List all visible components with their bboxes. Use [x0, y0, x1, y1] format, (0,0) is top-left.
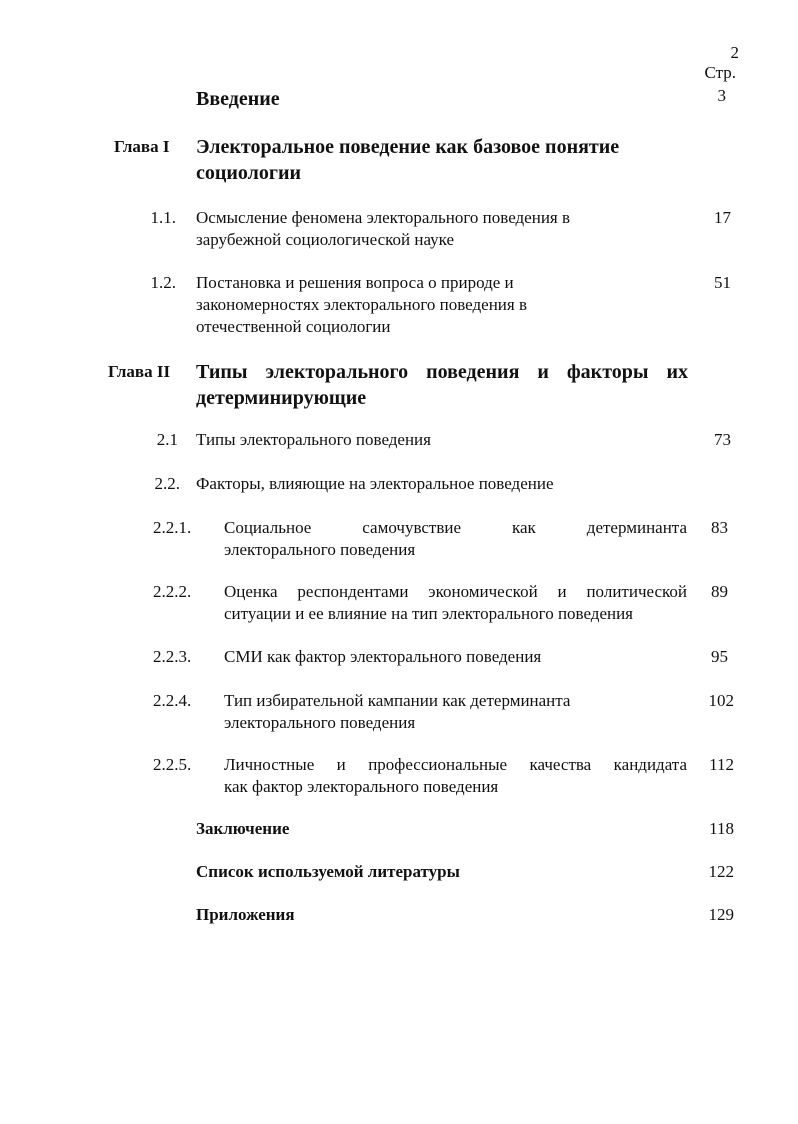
- subsection-2-2-1-title: Социальное самочувствие как детерминанта электорального поведения: [224, 518, 687, 559]
- subsection-2-2-2-page: 89: [711, 582, 728, 601]
- toc-introduction-page: 3: [717, 86, 726, 105]
- subsection-2-2-2-number: 2.2.2.: [153, 582, 192, 601]
- section-2-1-number: 2.1: [156, 430, 178, 449]
- section-1-2-number: 1.2.: [150, 273, 176, 292]
- subsection-2-2-4-page: 102: [708, 691, 734, 710]
- toc-appendices-page: 129: [708, 905, 734, 924]
- section-2-2-title: Факторы, влияющие на электоральное поведение: [196, 474, 554, 493]
- subsection-2-2-3-number: 2.2.3.: [153, 647, 192, 666]
- section-2-1-page: 73: [714, 430, 731, 449]
- subsection-2-2-4-title: Тип избирательной кампании как детерминанта электорального поведения: [224, 691, 571, 732]
- chapter-2-title: Типы электорального поведения и факторы их детерминирующие: [196, 361, 688, 409]
- subsection-2-2-3-page: 95: [711, 647, 728, 666]
- page-number: 2: [730, 43, 739, 62]
- subsection-2-2-2-title: Оценка респондентами экономической и политической ситуации и ее влияние на тип электорального поведения: [224, 582, 687, 623]
- section-1-2-page: 51: [714, 273, 731, 292]
- toc-bibliography-page: 122: [708, 862, 734, 881]
- page-column-header: Стр.: [704, 63, 736, 82]
- toc-introduction-title: Введение: [196, 88, 280, 110]
- toc-conclusion-page: 118: [709, 819, 734, 838]
- section-2-2-number: 2.2.: [154, 474, 180, 493]
- subsection-2-2-5-number: 2.2.5.: [153, 755, 192, 774]
- section-1-2-title: Постановка и решения вопроса о природе и закономерностях электорального поведения в отечественной социологии: [196, 273, 527, 336]
- subsection-2-2-1-page: 83: [711, 518, 728, 537]
- subsection-2-2-1-number: 2.2.1.: [153, 518, 192, 537]
- chapter-1-label: Глава I: [114, 137, 170, 156]
- toc-appendices-title: Приложения: [196, 905, 295, 924]
- section-2-1-title: Типы электорального поведения: [196, 430, 431, 449]
- chapter-1-title: Электоральное поведение как базовое понятие социологии: [196, 136, 620, 184]
- toc-bibliography-title: Список используемой литературы: [196, 862, 460, 881]
- subsection-2-2-3-title: СМИ как фактор электорального поведения: [224, 647, 542, 666]
- subsection-2-2-5-page: 112: [709, 755, 734, 774]
- section-1-1-number: 1.1.: [150, 208, 176, 227]
- chapter-2-label: Глава II: [108, 362, 171, 381]
- subsection-2-2-5-title: Личностные и профессиональные качества кандидата как фактор электорального поведения: [224, 755, 687, 796]
- subsection-2-2-4-number: 2.2.4.: [153, 691, 192, 710]
- toc-conclusion-title: Заключение: [196, 819, 290, 838]
- section-1-1-title: Осмысление феномена электорального поведения в зарубежной социологической науке: [196, 208, 571, 249]
- section-1-1-page: 17: [714, 208, 731, 227]
